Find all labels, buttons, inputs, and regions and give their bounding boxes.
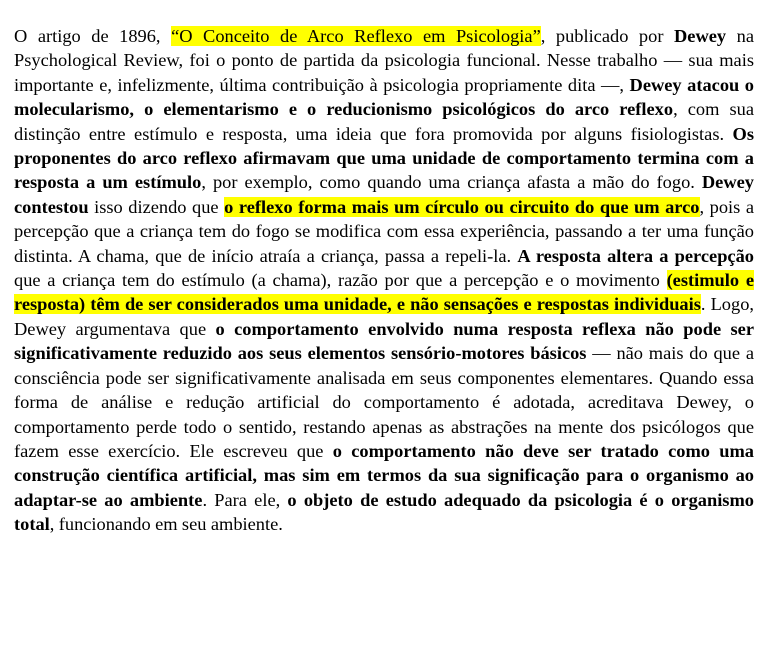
bold-text-run: o comportamento envolvido numa resposta reflexa não pode ser significativamente reduzido aos seus elementos sensório-motores básicos — [14, 318, 755, 364]
bold-text-run: Os proponentes do arco reflexo afirmavam que uma unidade de comportamento termina com a resposta a um estímulo — [14, 123, 754, 193]
highlighted-text-run: “O Conceito de Arco Reflexo em Psicologia” — [171, 26, 541, 46]
bold-text-run: Dewey atacou o molecularismo, o elementarismo e o reducionismo psicológicos do arco reflexo — [14, 74, 754, 120]
text-run: isso dizendo que — [88, 196, 225, 217]
bold-text-run: o comportamento não deve ser tratado como uma construção científica artificial, mas sim em termos da sua significação para o organismo ao adaptar-se ao ambiente — [14, 440, 755, 510]
text-run: que a criança tem do estímulo (a chama), razão por que a percepção e o movimento — [14, 270, 667, 291]
text-run: . Logo, Dewey argumentava que — [14, 294, 754, 339]
text-run: O artigo de 1896, — [14, 26, 172, 46]
text-run: . Para ele, — [202, 489, 288, 510]
text-run: , por exemplo, como quando uma criança afasta a mão do fogo. — [201, 172, 702, 193]
bold-text-run: Dewey contestou — [14, 172, 754, 217]
body-paragraph — [14, 24, 754, 537]
text-run: , publicado por — [540, 26, 674, 46]
text-run: , funcionando em seu ambiente. — [49, 514, 283, 535]
text-run: na Psychological Review, foi o ponto de partida da psicologia funcional. Nesse trabalho — sua mais importante e, infelizmente, última contribuição à psicologia propriamente dita —, — [14, 26, 754, 95]
bold-text-run: A resposta altera a percepção — [517, 245, 754, 266]
bold-text-run: o objeto de estudo adequado da psicologia é o organismo total — [14, 489, 754, 535]
text-run: — não mais do que a consciência pode ser significativamente analisada em seus componentes elementares. Quando essa forma de análise e redução artificial do comportamento é adotada, acreditava Dewey, o comportamento perde todo o sentido, restando apenas as abstrações na mente dos psicólogos que fazem esse exercício. Ele escreveu que — [14, 343, 754, 461]
text-run: , com sua distinção entre estímulo e resposta, uma ideia que fora promovida por alguns fisiologistas. — [14, 99, 754, 144]
highlighted-text-run: (estimulo e resposta) têm de ser considerados uma unidade, e não sensações e respostas individuais — [14, 270, 754, 315]
text-run: , pois a percepção que a criança tem do fogo se modifica com essa experiência, passando a ter uma função distinta. A chama, que de início atraía a criança, passa a repeli-la. — [14, 196, 754, 266]
bold-text-run: Dewey — [674, 26, 727, 46]
highlighted-text-run: o reflexo forma mais um círculo ou circuito do que um arco — [224, 196, 700, 217]
